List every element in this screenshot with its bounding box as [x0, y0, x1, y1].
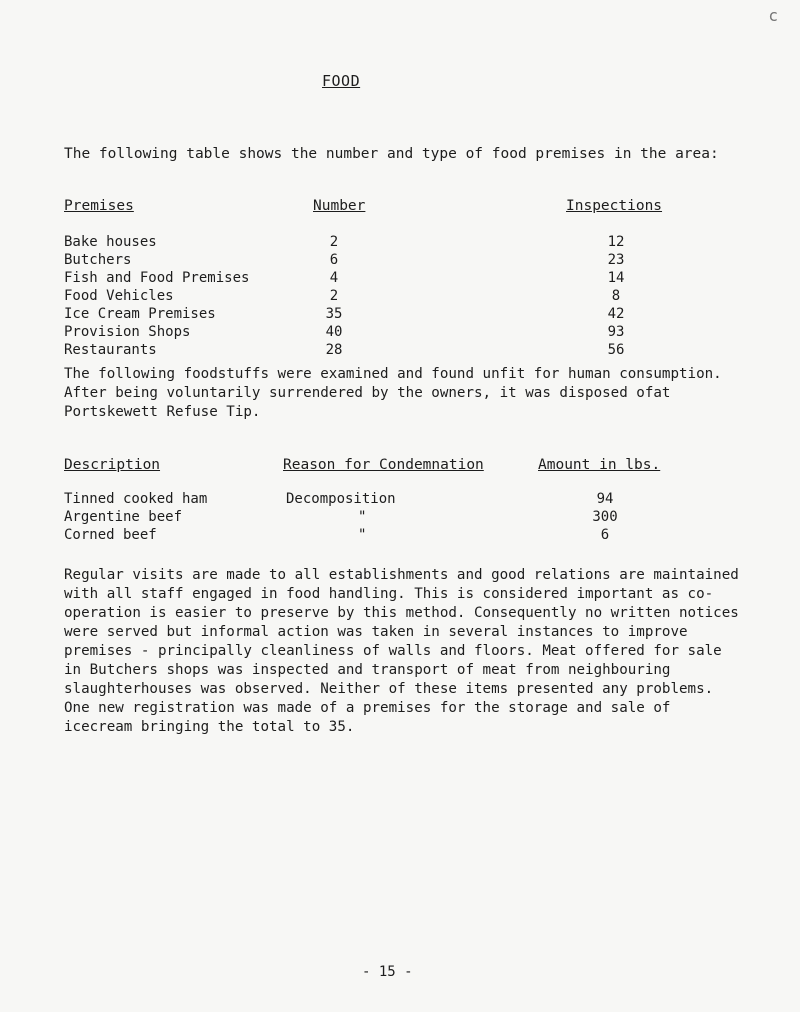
premises-inspections: 93: [607, 324, 625, 340]
foodstuff-description: Argentine beef: [64, 509, 183, 525]
premises-number: 28: [325, 342, 343, 358]
premises-inspections: 12: [607, 234, 625, 250]
foodstuff-description: Tinned cooked ham: [64, 491, 208, 507]
page-title: FOOD: [322, 72, 361, 90]
premises-name: Food Vehicles: [64, 288, 174, 304]
premises-number: 40: [325, 324, 343, 340]
premises-number: 35: [325, 306, 343, 322]
page-number: - 15 -: [362, 964, 413, 980]
header-number: Number: [313, 198, 366, 214]
header-reason: Reason for Condemnation: [283, 457, 484, 473]
premises-name: Restaurants: [64, 342, 157, 358]
header-premises: Premises: [64, 198, 134, 214]
foodstuff-amount: 6: [600, 527, 610, 543]
regular-visits-paragraph: Regular visits are made to all establishments and good relations are maintained with all staff engaged in food handling. This is considered important as co-operation is easier to preserve by this method. Consequently no written notices were served but informal action was taken in several instances to improve premises - principally cleanliness of walls and floors. Meat offered for sale in Butchers shops was inspected and transport of meat from neighbouring slaughterhouses was observed. Neither of these items presented any problems. One new registration was made of a premises for the storage and sale of icecream bringing the total to 35.: [64, 567, 739, 735]
foodstuff-description: Corned beef: [64, 527, 157, 543]
premises-name: Fish and Food Premises: [64, 270, 250, 286]
premises-name: Ice Cream Premises: [64, 306, 216, 322]
premises-inspections: 56: [607, 342, 625, 358]
premises-number: 4: [329, 270, 339, 286]
premises-inspections: 23: [607, 252, 625, 268]
header-description: Description: [64, 457, 161, 473]
premises-number: 2: [329, 234, 339, 250]
premises-name: Bake houses: [64, 234, 157, 250]
foodstuff-reason: ": [358, 527, 367, 543]
premises-number: 6: [329, 252, 339, 268]
premises-name: Provision Shops: [64, 324, 191, 340]
premises-inspections: 42: [607, 306, 625, 322]
foodstuff-reason: Decomposition: [286, 491, 396, 507]
header-amount: Amount in lbs.: [538, 457, 661, 473]
header-inspections: Inspections: [566, 198, 663, 214]
foodstuff-amount: 300: [592, 509, 618, 525]
premises-inspections: 14: [607, 270, 625, 286]
margin-mark: c: [768, 6, 778, 25]
premises-name: Butchers: [64, 252, 132, 268]
intro-paragraph: The following table shows the number and type of food premises in the area:: [64, 146, 719, 162]
foodstuff-amount: 94: [596, 491, 614, 507]
premises-number: 2: [329, 288, 339, 304]
unfit-paragraph: The following foodstuffs were examined and found unfit for human consumption. After being voluntarily surrendered by the owners, it was disposed ofat Portskewett Refuse Tip.: [64, 366, 722, 420]
foodstuff-reason: ": [358, 509, 367, 525]
premises-inspections: 8: [611, 288, 621, 304]
